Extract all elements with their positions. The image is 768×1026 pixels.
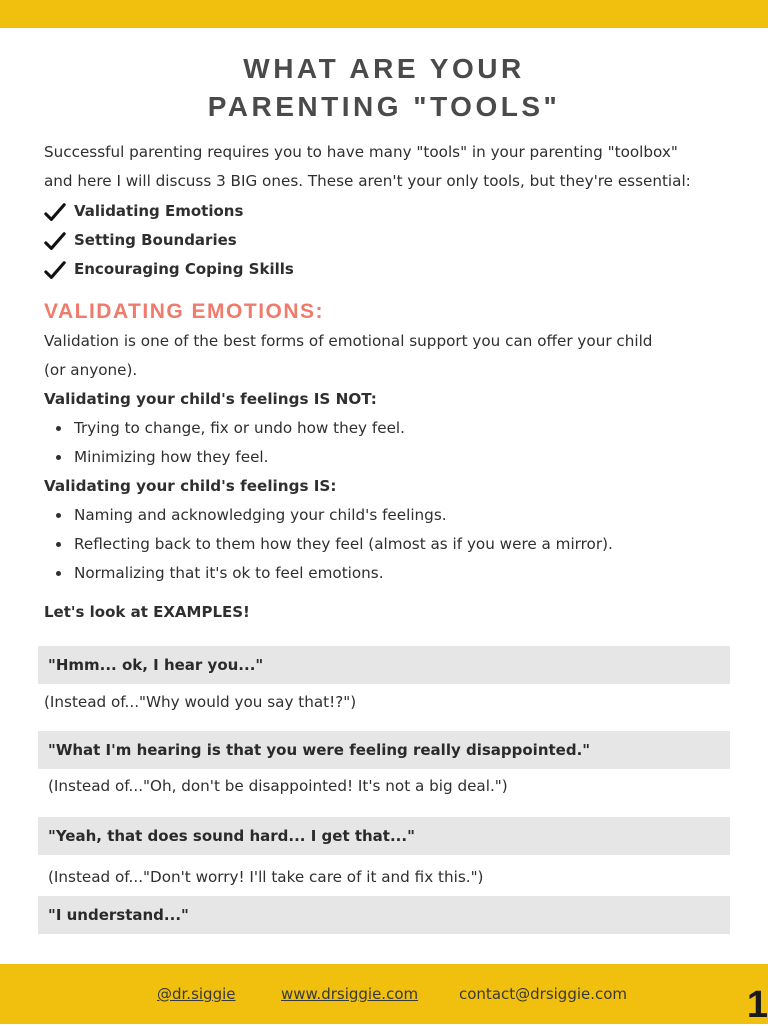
example-instead-text: (Instead of..."Oh, don't be disappointed! It's not a big deal."): [48, 777, 508, 795]
social-handle-link[interactable]: @dr.siggie: [157, 985, 236, 1003]
examples-label: Let's look at EXAMPLES!: [44, 603, 250, 621]
is-not-list: [44, 414, 734, 472]
example-quote-box: [38, 646, 730, 684]
example-quote: "Yeah, that does sound hard... I get that...": [48, 827, 415, 845]
checklist-item: [44, 196, 734, 225]
section-description-line-1: Validation is one of the best forms of emotional support you can offer your child: [44, 332, 653, 350]
example-quote: "Hmm... ok, I hear you...": [48, 656, 264, 674]
checklist-item: [44, 225, 734, 254]
list-item: Minimizing how they feel.: [74, 443, 734, 472]
page-title: [0, 50, 768, 126]
footer-bar: [0, 964, 768, 1024]
list-item: Naming and acknowledging your child's feelings.: [74, 501, 734, 530]
checkmark-icon: [44, 260, 66, 282]
example-quote-box: [38, 896, 730, 934]
example-quote: "I understand...": [48, 906, 189, 924]
list-item: Trying to change, fix or undo how they feel.: [74, 414, 734, 443]
example-quote-box: [38, 731, 730, 769]
checkmark-icon: [44, 231, 66, 253]
example-quote-box: [38, 817, 730, 855]
is-list: [44, 501, 734, 588]
is-not-label: Validating your child's feelings IS NOT:: [44, 390, 377, 408]
list-item: Reflecting back to them how they feel (almost as if you were a mirror).: [74, 530, 734, 559]
checklist-item: [44, 254, 734, 283]
tools-checklist: [44, 196, 734, 283]
intro-line-1: Successful parenting requires you to have many "tools" in your parenting "toolbox": [44, 143, 678, 161]
section-description-line-2: (or anyone).: [44, 361, 138, 379]
example-instead-text: (Instead of..."Don't worry! I'll take care of it and fix this."): [48, 868, 484, 886]
top-accent-bar: [0, 0, 768, 28]
checklist-item-label: Setting Boundaries: [74, 230, 237, 249]
is-label: Validating your child's feelings IS:: [44, 477, 337, 495]
page-number: 1: [746, 984, 768, 1026]
list-item: Normalizing that it's ok to feel emotions.: [74, 559, 734, 588]
checklist-item-label: Validating Emotions: [74, 201, 244, 220]
website-link[interactable]: www.drsiggie.com: [281, 985, 419, 1003]
main-content: [44, 138, 734, 627]
example-instead-text: (Instead of..."Why would you say that!?"): [44, 693, 357, 711]
intro-line-2: and here I will discuss 3 BIG ones. These aren't your only tools, but they're essential:: [44, 172, 691, 190]
section-heading: VALIDATING EMOTIONS:: [44, 300, 325, 323]
page-title-line-1: WHAT ARE YOUR: [243, 53, 525, 84]
example-quote: "What I'm hearing is that you were feeling really disappointed.": [48, 741, 591, 759]
checklist-item-label: Encouraging Coping Skills: [74, 259, 294, 278]
page-title-line-2: PARENTING "TOOLS": [207, 91, 561, 122]
checkmark-icon: [44, 202, 66, 224]
email-link[interactable]: contact@drsiggie.com: [459, 985, 628, 1003]
